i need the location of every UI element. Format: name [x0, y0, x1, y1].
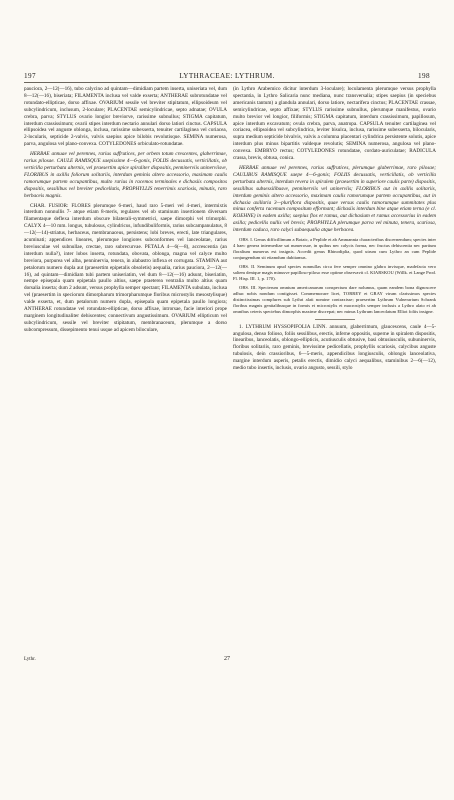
left-column: [24, 86, 227, 660]
signature-label: Lythr.: [24, 656, 36, 662]
observation-1: OBS. I. Genus difficillimum a Botaic, a Peplide et ab Ammannia characteribus discernendum; species inter 4 haec genera intermediae sat numerosae, in quibus nec calycis forma, nec fructus dehiscentia nec partium floralium numerus est insignis. Accedit genus Rhinodiplia, quod utrum cum Lythro an cum Peplide conjungendum sit etiamdum dubitamus.: [233, 237, 436, 260]
section-separator: [315, 319, 355, 320]
species-entry: 1. LYTHRUM HYSSOPIFOLIA LINN. annuum, glaberrimum, glaucescens, caule 4—5-angulosa, denso folioso, foliis sessilibus, erectis, inferne oppositis, superne in spiralem dispositis, linearibus, lanceolatis, oblongo-ellipticis, acutiusculis obtusive, basi obtusiusculis, subuninervis, floribus solitariis, raro geminis, brevissime pedicellatis, prophyllis scariosis, calycibus anguste tubulosis, dein crassioribus, 6—5-meris, appendicibus longiusculis, oblongis lanceolativa, margine interdum asperis, petalis erectis, dimidio calyci aequalibus, staminibus 2—6(—12), medio tubo insertis, inclusis, ovario angusto, sessili, stylo: [233, 323, 436, 372]
observation-2: OBS. II. Seminum apud species nonnullas circa fere semper omnino glabra invixque, madefacta vero saltem denique magis minusve papilloso-piloso esse optime observavit cl. KIARSKOU (Willk. et Lange Prod. Fl. Hisp. III. 1, p. 170).: [233, 263, 436, 281]
observations: [233, 237, 436, 315]
genus-description-continued: pauciora, 2—12(—16), tubo calycino ad quintam—dimidiam partem inserta, uniseriata vel, dum 8—12(—16), biseriata; FILAMENTA inclusa vel valde exserta; ANTHERAE subrotundatae vel rotundato-ellipticae, dorso affixae. OVARIUM sessile vel breviter stipitatum, ellipsoideum vel subcylindricum, inclusum, 2-loculare; PLACENTAE semicylindricae, septo adnatae; OVULA crebra, parva; STYLUS ovario longior breviorve, rarissime subnullus; STIGMA capitatum, interdum crassissimum; ovarii stipes interdum nectario annulari dorso latiori cinctus. CAPSULA ellipsoidea vel anguste oblonga, inclusa, rarissime subexserta, tenuiter cartilaginea vel coriacea, 2-locularis, septicide 2-valvis, valvis saepius apice bilobis revolutisque. SEMINA numerosa, parva, angulosa vel plano-convexa. COTYLEDONES orbiculato-rotundatae.: [24, 86, 227, 148]
habit-description: HERBAE annuae vel perennes, rarius suffrutices, per orbem totum crescentes, glaberrimae, rarius pilosae. CAULE RAMISQUE saepissime 4—6-gonis, FOLIIS decussatis, verticillatis, ob verticilla perturbata alternis, vel praesertim apice spiraliter dispositis, penninerviis uninerviisve, FLORIBUS in axillis foliorum solitariis, interdum geminis altero accessorio, maximam caulis ramorumque partem occupantibus, multo rarius in racemos terminales e dichasiis compositos dispositis, sessilibus vel breviter pedicellatis, PROPHYLLIS tenerrimis scariosis, minutis, raro herbaceis magnis.: [24, 151, 227, 199]
observation-3: OBS. III. Specierum omnium americanarum conspectum dare nolumus, quam eandem bona dignoscere adhuc nobis nondum contigisset. Commemorare licet, TORREY et GRAY virum clarissimos species distinctissimas complures sub Lythri alati nomine contraxisse; praesertim Lythrum Vulnerarium Schrank floribus magnis genitalibusque in formis et microstylis et macrostylis semper inclusis a Lythro alato et ab omnibus ceteris speciebus dimorphis maxime discrepat; nec minus Lythrum lanceolatum Elliot foliis insigne.: [233, 284, 436, 314]
running-header: [24, 70, 430, 82]
character-description: CHAR. FUSIOR: FLORES plerumque 6-meri, haud raro 5-meri vel 4-meri, intermixtis interdum nonnullis 7- atque etiam 8-meris, regulares vel ob staminum insertionem diversam filamentaque deflexa interdum obscure bilaterali-symmetrici, saepe dimorphi vel trimorphi. CALYX 4—10 mm. longus, tubulosus, cylindricus, infundibuliformis, rarius subcampanulatus, 8—12(—14)-striatus, herbaceus, membranaceus, persistens; lobi breves, erecti, late triangulares, acuminati; appendices lineares, plerumque longiores subconformes vel lanceolatae, rarius breviusculae vel subnullae, crectae, raro subrecurvae. PETALA 4—6(—8), accrescentia (an interdum nulla?), inter lobos inserta, rotundata, obovata, oblonga, magna vel calyce multo breviora, purpurea vel alba, penninervia, tenera, in alabastro inflexa et corrugata. STAMINA aut petalorum numero dupla aut (praesertim epipetalis obsoletis) aequalia, rarius pauciora, 2—12(—16), ad quintam—dimidiam tubi partem uniseriatim, vel dum 8—12(—16) adsunt, biseriatim, nempe episepala quam epipetala paullo altius, saepe praeterea ventralia multo altius quam dorsalia inserta; dum 2 adsunt, versus prophylla semper spectant; FILAMENTA subulata, inclusa vel (praesertim in speciorum dimorpharum trimorpharumque floribus microstylis mesostylisque) valde exserta, et, dum petalorum numero dupla, episepala quam epipetala paullo longiora; ANTHERAE rotundatae vel rotundato-ellipticae, dorso affixae, introrsae, facie interiori prope marginem longitudinaliter dehiscentes; connectivum angustissimum. OVARIUM ellipticum vel subcylindricum, sessile vel breviter stipitatum, membranaceum, plerumque a dorso subcompressum, dissepimento tenui usque ad apicem biloculare,: [24, 202, 227, 333]
running-title: LYTHRACEAE: LYTHRUM.: [179, 72, 275, 81]
right-column: [233, 86, 436, 660]
page-footer: [24, 655, 430, 665]
page-number-right: 198: [418, 72, 430, 81]
fruit-description: (in Lythro Arabemico dicitur interdum 3-loculare); loculamenta plerumque versus prophylla spectantia, in Lythro Salicaria nunc mediana, nunc transversalia; stipes saepius (in speciebus americanis tantum) a glandula annulari, dorso latiore, nectarifera cinctus; PLACENTAE crassae, semicylindricae, septo affixae; STYLUS rarissime subnullus, plerumque manifestus, ovario multo brevior vel longior, filiformis; STIGMA capitatum, interdum crassissimum, papillosum, apice interdum excavatum; ovula crebra, parva, anatropa. CAPSULA tenuiter cartilaginea vel coriacea, ellipsoidea vel subcylindrica, leviter bisulca, inclusa, rarissime subexserta, bilocularis, supra medium septicide bivalvis, valvis a columna placentari cylindrica persistente solutis, apice interdum plus minus bipartitis valdeque revolutis; SEMINA numerosa, angulosa vel plano-convexa. EMBRYO rectus; COTYLEDONES rotundatae, cordato-auriculatae; RADICULA crassa, brevis, obtusa, conica.: [233, 86, 436, 162]
header-rule: [24, 82, 430, 83]
page-number-left: 197: [24, 72, 36, 81]
sheet-number: 27: [224, 656, 230, 663]
habit-description-right: HERBAE annuae vel perennes, rarius suffrutices, plerumque glaberrimae, raro pilosae; CAULIBUS RAMISQUE saepe 4—6-gonis; FOLIIS decussatis, verticillatis, ob verticilla perturbata alternis, interdum revera in spiralem (praesertim in superiore caulis parte) dispositis, sessilibus subsessilibusve, penninerviis vel uninerviis; FLORIBUS aut in axillis solitariis, interdum geminis altero accessorio, maximam caulis ramorumque partem occupantibus, aut in dichasia axillaria 3—pluriflora dispositis, quae versus caulis ramorumque summitates plus minus conferta racemum compositum efformant; dichasiis interdum bine atque etiam terna (e cl. KOEHNE) in eadem axilla; saepius flos et ramus, aut dichasium et ramus accessorius in eadem axilla; pedicellis nullis vel brevis; PROPHYLLA plerumque parva vel minuta, tenera, scariosa, interdum caduca, raro calyci subaequalia atque herbacea.: [233, 164, 436, 234]
